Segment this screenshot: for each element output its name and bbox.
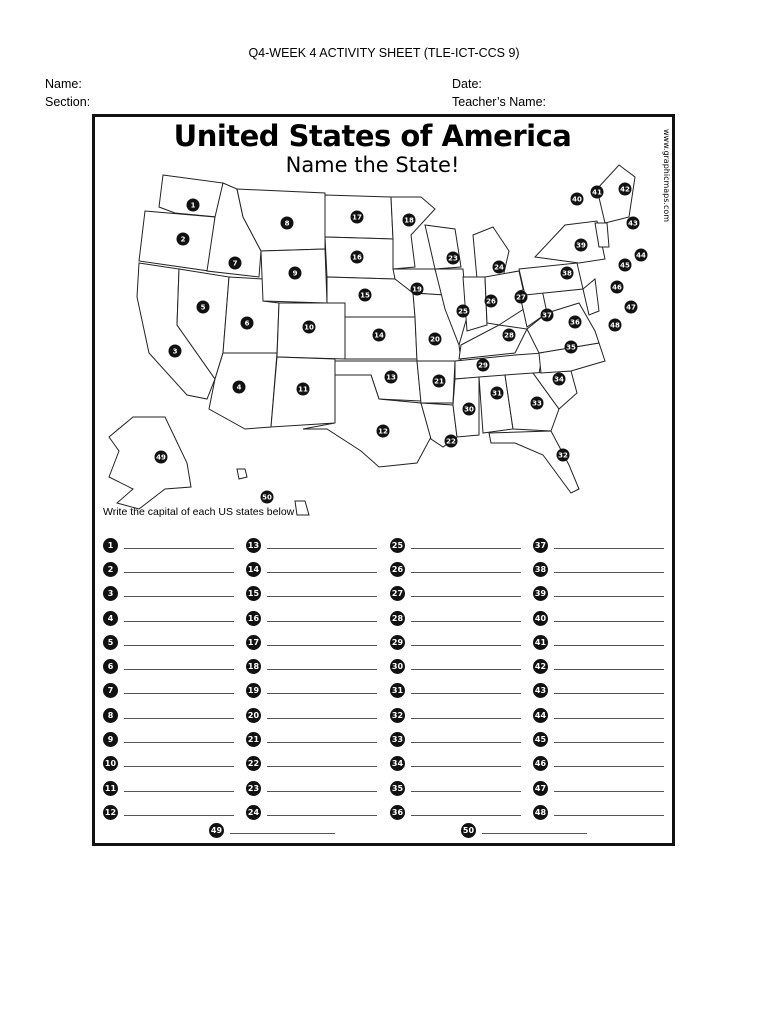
answer-blank-line[interactable] (267, 596, 377, 597)
answer-blank-line[interactable] (482, 833, 587, 834)
state-number-label: 7 (232, 259, 238, 268)
teacher-name-label: Teacher’s Name: (452, 95, 547, 109)
answer-blank-line[interactable] (554, 669, 664, 670)
answer-blank-line[interactable] (124, 791, 234, 792)
answer-number-badge: 5 (103, 635, 118, 650)
state-number-label: 15 (360, 291, 370, 300)
state-shape (535, 221, 605, 263)
state-shape (295, 501, 309, 515)
answer-number-badge: 1 (103, 538, 118, 553)
answer-number-badge: 37 (533, 538, 548, 553)
answer-row (390, 752, 550, 776)
answer-row (533, 533, 693, 557)
answer-row (390, 776, 550, 800)
answer-row (246, 582, 406, 606)
answer-blank-line[interactable] (554, 572, 664, 573)
answer-blank-line[interactable] (267, 621, 377, 622)
state-number-label: 11 (298, 385, 308, 394)
answer-row (390, 557, 550, 581)
answer-blank-line[interactable] (411, 596, 521, 597)
answer-blank-line[interactable] (554, 645, 664, 646)
state-number-label: 22 (446, 437, 456, 446)
answer-row (390, 533, 550, 557)
state-number-label: 1 (190, 201, 196, 210)
answer-number-badge: 23 (246, 781, 261, 796)
answer-number-badge: 35 (390, 781, 405, 796)
answer-number-badge: 47 (533, 781, 548, 796)
answer-blank-line[interactable] (267, 548, 377, 549)
answer-number-badge: 26 (390, 562, 405, 577)
state-number-label: 4 (236, 383, 242, 392)
map-credit: www.graphicmaps.com (662, 129, 671, 223)
answer-blank-line[interactable] (411, 572, 521, 573)
answer-row (390, 654, 550, 678)
answer-number-badge: 11 (103, 781, 118, 796)
answer-number-badge: 39 (533, 586, 548, 601)
state-number-label: 5 (200, 303, 206, 312)
answer-column (390, 533, 550, 825)
state-number-label: 3 (172, 347, 178, 356)
answer-row (246, 752, 406, 776)
answer-blank-line[interactable] (554, 548, 664, 549)
answer-blank-line[interactable] (124, 621, 234, 622)
answer-row (461, 823, 587, 838)
answer-blank-line[interactable] (554, 693, 664, 694)
answer-number-badge: 6 (103, 659, 118, 674)
answer-number-badge: 15 (246, 586, 261, 601)
state-number-label: 29 (478, 361, 488, 370)
answer-number-badge: 24 (246, 805, 261, 820)
state-number-label: 30 (464, 405, 474, 414)
answer-row (533, 557, 693, 581)
state-number-label: 47 (626, 303, 636, 312)
answer-blank-line[interactable] (124, 742, 234, 743)
answer-row (246, 800, 406, 824)
answer-row (103, 776, 263, 800)
answer-number-badge: 36 (390, 805, 405, 820)
state-number-label: 45 (620, 261, 630, 270)
answer-row (246, 703, 406, 727)
answer-number-badge: 44 (533, 708, 548, 723)
answer-number-badge: 40 (533, 611, 548, 626)
answer-row (533, 752, 693, 776)
answer-blank-line[interactable] (411, 815, 521, 816)
answer-blank-line[interactable] (267, 645, 377, 646)
answer-row (209, 823, 335, 838)
state-number-label: 24 (494, 263, 504, 272)
state-number-label: 9 (292, 269, 298, 278)
answer-blank-line[interactable] (267, 693, 377, 694)
state-number-label: 36 (570, 318, 580, 327)
state-number-label: 27 (516, 293, 526, 302)
answer-number-badge: 16 (246, 611, 261, 626)
answer-row (533, 776, 693, 800)
answer-number-badge: 9 (103, 732, 118, 747)
state-number-label: 16 (352, 253, 362, 262)
answer-row (390, 679, 550, 703)
answer-row (390, 727, 550, 751)
answer-blank-line[interactable] (411, 548, 521, 549)
us-map (95, 117, 672, 517)
answer-number-badge: 4 (103, 611, 118, 626)
answer-blank-line[interactable] (267, 718, 377, 719)
state-shape (583, 279, 599, 315)
answer-blank-line[interactable] (267, 791, 377, 792)
state-number-label: 18 (404, 216, 414, 225)
answer-blank-line[interactable] (124, 815, 234, 816)
answer-column (103, 533, 263, 825)
answer-number-badge: 31 (390, 683, 405, 698)
answer-blank-line[interactable] (267, 572, 377, 573)
answer-row (103, 533, 263, 557)
state-outlines (109, 165, 635, 515)
answer-row (246, 679, 406, 703)
answer-blank-line[interactable] (267, 669, 377, 670)
answer-blank-line[interactable] (554, 815, 664, 816)
answer-number-badge: 17 (246, 635, 261, 650)
state-number-label: 34 (554, 375, 564, 384)
state-number-label: 25 (458, 307, 468, 316)
answer-number-badge: 29 (390, 635, 405, 650)
answer-row (390, 630, 550, 654)
answer-row (103, 679, 263, 703)
answer-number-badge: 32 (390, 708, 405, 723)
answer-number-badge: 25 (390, 538, 405, 553)
date-label: Date: (452, 77, 482, 91)
state-shape (489, 431, 579, 493)
answer-blank-line[interactable] (267, 815, 377, 816)
answer-number-badge: 19 (246, 683, 261, 698)
answer-number-badge: 12 (103, 805, 118, 820)
state-number-label: 35 (566, 343, 576, 352)
answer-row (533, 630, 693, 654)
state-shape (519, 263, 583, 295)
answer-number-badge: 27 (390, 586, 405, 601)
answer-blank-line[interactable] (411, 621, 521, 622)
answer-number-badge: 10 (103, 756, 118, 771)
answer-row (103, 727, 263, 751)
answer-row (103, 752, 263, 776)
answer-row (390, 703, 550, 727)
answer-row (103, 582, 263, 606)
answer-row (246, 776, 406, 800)
state-number-label: 19 (412, 285, 422, 294)
answer-row (533, 727, 693, 751)
answer-grid (103, 533, 668, 817)
state-number-label: 6 (244, 319, 250, 328)
map-title: United States of America (173, 119, 572, 153)
answer-blank-line[interactable] (124, 548, 234, 549)
answer-blank-line[interactable] (124, 572, 234, 573)
state-number-label: 13 (386, 373, 396, 382)
answer-row (390, 606, 550, 630)
answer-number-badge: 28 (390, 611, 405, 626)
worksheet-frame (92, 114, 675, 846)
state-number-label: 26 (486, 297, 496, 306)
answer-number-badge: 49 (209, 823, 224, 838)
answer-row (103, 654, 263, 678)
state-number-label: 37 (542, 311, 552, 320)
state-number-label: 2 (180, 235, 186, 244)
answer-blank-line[interactable] (554, 621, 664, 622)
answer-row (246, 727, 406, 751)
state-number-label: 50 (262, 493, 272, 502)
state-number-label: 41 (592, 188, 602, 197)
answer-blank-line[interactable] (124, 645, 234, 646)
answer-blank-line[interactable] (554, 596, 664, 597)
answer-row (103, 557, 263, 581)
answer-blank-line[interactable] (411, 645, 521, 646)
answer-number-badge: 22 (246, 756, 261, 771)
answer-number-badge: 33 (390, 732, 405, 747)
answer-row (246, 533, 406, 557)
answer-number-badge: 3 (103, 586, 118, 601)
answer-number-badge: 45 (533, 732, 548, 747)
answer-number-badge: 38 (533, 562, 548, 577)
state-number-label: 23 (448, 254, 458, 263)
answer-row (533, 800, 693, 824)
answer-row (533, 703, 693, 727)
answer-number-badge: 18 (246, 659, 261, 674)
state-number-label: 32 (558, 451, 568, 460)
answer-number-badge: 48 (533, 805, 548, 820)
state-number-label: 42 (620, 185, 630, 194)
answer-number-badge: 42 (533, 659, 548, 674)
answer-row (246, 654, 406, 678)
state-shape (109, 417, 191, 509)
state-number-label: 10 (304, 323, 314, 332)
answer-blank-line[interactable] (411, 693, 521, 694)
answer-number-badge: 30 (390, 659, 405, 674)
answer-blank-line[interactable] (411, 766, 521, 767)
answer-row (103, 703, 263, 727)
answer-number-badge: 41 (533, 635, 548, 650)
answer-blank-line[interactable] (124, 693, 234, 694)
state-number-label: 44 (636, 251, 646, 260)
answer-column (533, 533, 693, 825)
answer-row (390, 800, 550, 824)
answer-blank-line[interactable] (124, 718, 234, 719)
answer-row (533, 606, 693, 630)
answer-number-badge: 34 (390, 756, 405, 771)
map-subtitle: Name the State! (285, 153, 460, 177)
answer-row (103, 606, 263, 630)
answer-row (103, 630, 263, 654)
state-number-label: 28 (504, 331, 514, 340)
answer-blank-line[interactable] (124, 669, 234, 670)
answer-blank-line[interactable] (411, 791, 521, 792)
answer-blank-line[interactable] (124, 596, 234, 597)
state-number-label: 43 (628, 219, 638, 228)
answer-number-badge: 7 (103, 683, 118, 698)
answer-number-badge: 2 (103, 562, 118, 577)
instruction-text: Write the capital of each US states below (103, 506, 295, 518)
answer-blank-line[interactable] (267, 742, 377, 743)
state-number-label: 38 (562, 269, 572, 278)
state-number-label: 8 (284, 219, 290, 228)
answer-row (533, 654, 693, 678)
answer-blank-line[interactable] (411, 742, 521, 743)
section-label: Section: (45, 95, 91, 109)
state-number-label: 14 (374, 331, 384, 340)
name-label: Name: (45, 77, 82, 91)
answer-number-badge: 20 (246, 708, 261, 723)
state-shape (463, 277, 487, 331)
answer-blank-line[interactable] (267, 766, 377, 767)
answer-row (390, 582, 550, 606)
state-number-label: 40 (572, 195, 582, 204)
state-number-label: 12 (378, 427, 388, 436)
answer-number-badge: 21 (246, 732, 261, 747)
state-number-label: 21 (434, 377, 444, 386)
state-number-label: 49 (156, 453, 166, 462)
state-number-label: 33 (532, 399, 542, 408)
answer-number-badge: 43 (533, 683, 548, 698)
answer-number-badge: 8 (103, 708, 118, 723)
answer-number-badge: 46 (533, 756, 548, 771)
answer-number-badge: 50 (461, 823, 476, 838)
answer-row (246, 606, 406, 630)
state-number-label: 17 (352, 213, 362, 222)
answer-blank-line[interactable] (554, 791, 664, 792)
answer-blank-line[interactable] (411, 669, 521, 670)
state-number-label: 46 (612, 283, 622, 292)
answer-number-badge: 14 (246, 562, 261, 577)
answer-blank-line[interactable] (554, 766, 664, 767)
sheet-title: Q4-WEEK 4 ACTIVITY SHEET (TLE-ICT-CCS 9) (248, 46, 520, 60)
answer-blank-line[interactable] (411, 718, 521, 719)
state-number-label: 31 (492, 389, 502, 398)
state-shape (237, 469, 247, 479)
answer-blank-line[interactable] (554, 718, 664, 719)
state-number-label: 20 (430, 335, 440, 344)
answer-row (103, 800, 263, 824)
answer-number-badge: 13 (246, 538, 261, 553)
answer-row (246, 557, 406, 581)
answer-column (246, 533, 406, 825)
answer-blank-line[interactable] (554, 742, 664, 743)
answer-row (533, 582, 693, 606)
answer-blank-line[interactable] (230, 833, 335, 834)
answer-row (246, 630, 406, 654)
answer-blank-line[interactable] (124, 766, 234, 767)
state-number-label: 48 (610, 321, 620, 330)
state-number-label: 39 (576, 241, 586, 250)
answer-row (533, 679, 693, 703)
